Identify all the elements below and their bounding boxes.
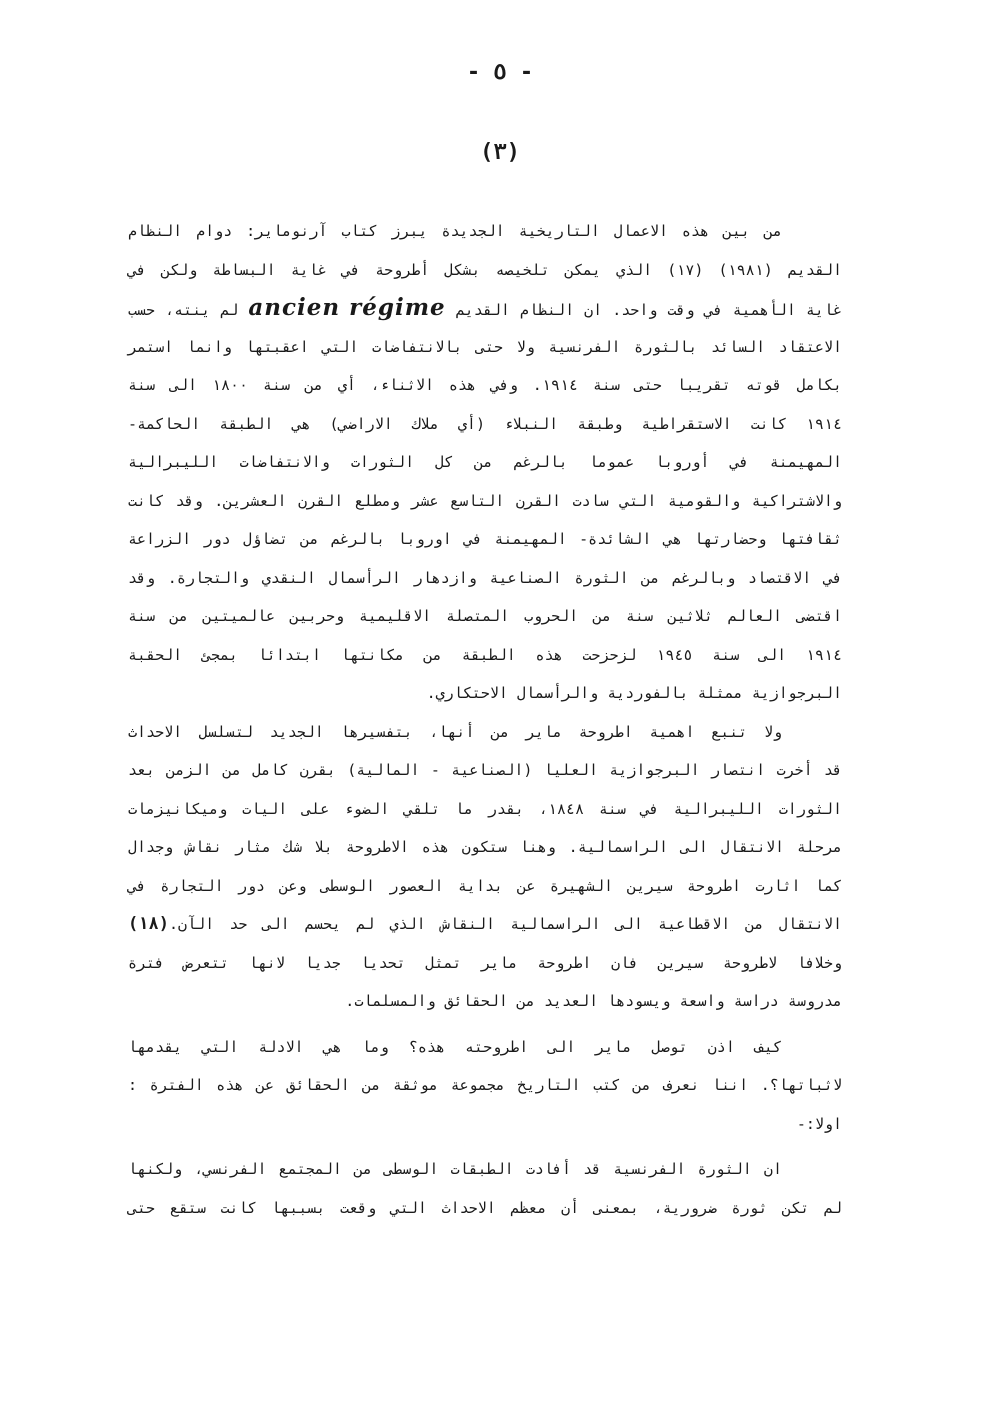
text-line: ان الثورة الفرنسية قد أفادت الطبقات الوسطى من المجتمع الفرنسي، ولكنها xyxy=(128,1160,782,1178)
text-line: اولا:- xyxy=(796,1114,842,1133)
text-line-with-latin-term xyxy=(128,289,842,328)
text-line: كيف اذن توصل ماير الى اطروحته هذه؟ وما هي الادلة التي يقدمها xyxy=(128,1037,782,1056)
text-line: ١٩١٤ كانت الاستقراطية وطبقة النبلاء (أي ملاك الاراضي) هي الطبقة الحاكمة- xyxy=(128,414,842,433)
text-line: الاعتقاد السائد بالثورة الفرنسية ولا حتى بالانتفاضات التي اعقبتها وانما استمر xyxy=(128,337,842,356)
text-line: اقتضى العالم ثلاثين سنة من الحروب المتصلة الاقليمية وحربين عالميتين من سنة xyxy=(128,607,842,625)
text-line-with-footnote xyxy=(128,905,842,944)
text-line: القديم (١٩٨١) (١٧) الذي يمكن تلخيصه بشكل أطروحة في غاية البساطة ولكن في xyxy=(128,260,842,279)
text-segment: غاية الأهمية في وقت واحد. ان النظام القديم xyxy=(455,301,843,319)
text-line: ولا تنبع اهمية اطروحة ماير من أنها، بتفسيرها الجديد لتسلسل الاحداث xyxy=(128,722,782,741)
paragraph-4 xyxy=(128,1150,842,1227)
text-line: وخلافا لاطروحة سيرين فان اطروحة ماير تمثل تحديا جديا لانها تتعرض فترة xyxy=(128,953,842,972)
text-line: الثورات الليبرالية في سنة ١٨٤٨، بقدر ما تلقي الضوء على اليات وميكانيزمات xyxy=(128,799,842,818)
section-number: (٣) xyxy=(480,140,520,165)
text-line: لم تكن ثورة ضرورية، بمعنى أن معظم الاحداث التي وقعت بسببها كانت ستقع حتى xyxy=(128,1198,842,1217)
text-line: ثقافتها وحضارتها هي الشائدة- المهيمنة في اوروبا بالرغم من تضاؤل دور الزراعة xyxy=(128,530,842,548)
text-line: في الاقتصاد وبالرغم من الثورة الصناعية وازدهار الرأسمال النقدي والتجارة. وقد xyxy=(128,568,842,587)
text-line: قد أخرت انتصار البرجوازية العليا (الصناعية - المالية) بقرن كامل من الزمن بعد xyxy=(128,761,842,779)
paragraph-1 xyxy=(128,212,842,713)
text-line: كما اثارت اطروحة سيرين الشهيرة عن بداية العصور الوسطى وعن دور التجارة في xyxy=(128,876,842,895)
page-number: - ٥ - xyxy=(466,60,534,85)
text-segment: لم ينته، حسب xyxy=(128,301,239,319)
text-line: والاشتراكية والقومية التي سادت القرن التاسع عشر ومطلع القرن العشرين. وقد كانت xyxy=(128,491,842,510)
text-line: مرحلة الانتقال الى الراسمالية. وهنا ستكون هذه الاطروحة بلا شك مثار نقاش وجدال xyxy=(128,838,842,856)
footnote-marker: (١٨) xyxy=(128,914,169,934)
paragraph-2 xyxy=(128,713,842,1021)
text-line: البرجوازية ممثلة بالفوردية والرأسمال الاحتكاري. xyxy=(426,684,842,702)
text-line: بكامل قوته تقريبا حتى سنة ١٩١٤. وفي هذه الاثناء، أي من سنة ١٨٠٠ الى سنة xyxy=(128,376,842,394)
text-line: مدروسة دراسة واسعة ويسودها العديد من الحقائق والمسلمات. xyxy=(345,992,842,1010)
handwritten-latin-term: ancien régime xyxy=(248,294,446,321)
text-segment: الانتقال من الاقطاعية الى الراسمالية النقاش الذي لم يحسم الى حد الآن. xyxy=(168,915,842,933)
paragraph-3 xyxy=(128,1028,842,1144)
text-line: من بين هذه الاعمال التاريخية الجديدة يبرز كتاب آرنوماير: دوام النظام xyxy=(128,222,782,240)
body-text xyxy=(128,212,842,1227)
text-line: المهيمنة في أوروبا عموما بالرغم من كل الثورات والانتفاضات الليبرالية xyxy=(128,453,842,471)
text-line: ١٩١٤ الى سنة ١٩٤٥ لزحزحت هذه الطبقة من مكانتها ابتدائا بمجئ الحقبة xyxy=(128,645,842,664)
text-line: لاثباتها؟. اننا نعرف من كتب التاريخ مجموعة موثقة من الحقائق عن هذه الفترة : xyxy=(128,1076,842,1094)
